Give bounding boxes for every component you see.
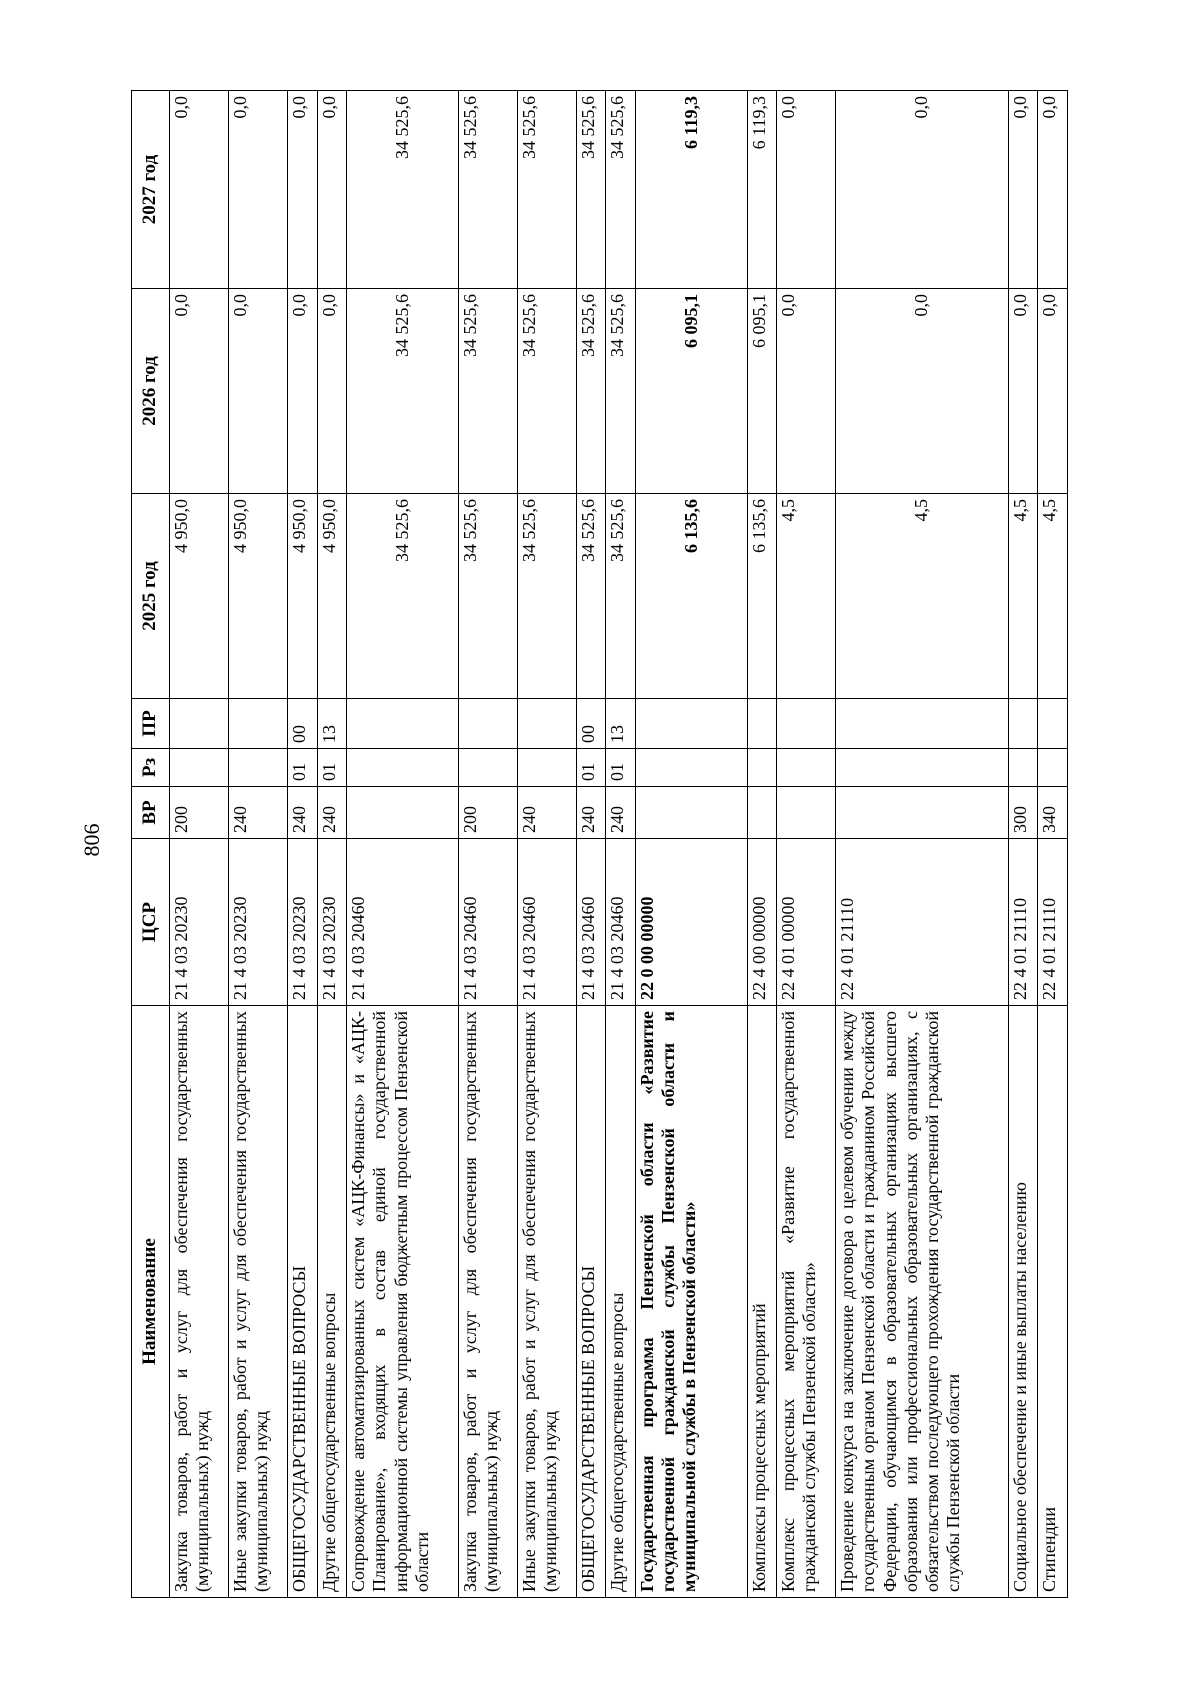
cell-2025: 4,5: [777, 494, 836, 699]
cell-vr: 340: [1038, 787, 1068, 839]
table-row: [347, 91, 459, 1598]
cell-rz: [747, 749, 777, 787]
cell-2026: 34 525,6: [517, 289, 576, 494]
cell-name: Другие общегосударственные вопросы: [317, 1006, 347, 1598]
cell-rz: 01: [288, 749, 318, 787]
cell-pr: [1008, 699, 1038, 749]
cell-csr: 21 4 03 20230: [229, 839, 288, 1006]
cell-csr: 21 4 03 20230: [288, 839, 318, 1006]
cell-name: Комплексы процессных мероприятий: [747, 1006, 777, 1598]
cell-2025: 4,5: [836, 494, 1009, 699]
cell-2027: 34 525,6: [576, 91, 606, 289]
table-row: [836, 91, 1009, 1598]
cell-2027: 34 525,6: [606, 91, 636, 289]
cell-pr: 00: [288, 699, 318, 749]
cell-rz: 01: [576, 749, 606, 787]
page-number: 806: [79, 823, 104, 857]
cell-rz: [836, 749, 1009, 787]
cell-name: Проведение конкурса на заключение договора о целевом обучении между государственным органом Пензенской области и гражданином Российской Федерации, обучающимся в образовательных организациях высшего образования или профессиональных образовательных организациях, с обязательством последующего прохождения государственной гражданской службы Пензенской области: [836, 1006, 1009, 1598]
table-row: [777, 91, 836, 1598]
cell-csr: 22 0 00 00000: [635, 839, 747, 1006]
cell-2027: 0,0: [229, 91, 288, 289]
cell-rz: [458, 749, 517, 787]
cell-csr: 22 4 01 00000: [777, 839, 836, 1006]
cell-2026: 0,0: [777, 289, 836, 494]
cell-2027: 0,0: [288, 91, 318, 289]
cell-2025: 34 525,6: [458, 494, 517, 699]
table-row: [606, 91, 636, 1598]
header-csr: ЦСР: [132, 839, 170, 1006]
budget-table-container: [131, 91, 1068, 1598]
cell-pr: [1038, 699, 1068, 749]
table-row: [229, 91, 288, 1598]
cell-vr: [747, 787, 777, 839]
cell-vr: 240: [317, 787, 347, 839]
cell-csr: 21 4 03 20460: [347, 839, 459, 1006]
cell-rz: [635, 749, 747, 787]
cell-rz: 01: [317, 749, 347, 787]
cell-2027: 0,0: [777, 91, 836, 289]
cell-csr: 22 4 01 21110: [1008, 839, 1038, 1006]
cell-vr: 240: [606, 787, 636, 839]
cell-2025: 34 525,6: [576, 494, 606, 699]
cell-pr: [747, 699, 777, 749]
table-row: [1038, 91, 1068, 1598]
header-pr: ПР: [132, 699, 170, 749]
table-row: [288, 91, 318, 1598]
table-row: [170, 91, 229, 1598]
cell-name: Комплекс процессных мероприятий «Развитие государственной гражданской службы Пензенской области»: [777, 1006, 836, 1598]
cell-2027: 6 119,3: [747, 91, 777, 289]
cell-pr: 00: [576, 699, 606, 749]
cell-2026: 0,0: [229, 289, 288, 494]
cell-pr: [347, 699, 459, 749]
cell-rz: [229, 749, 288, 787]
cell-2025: 6 135,6: [747, 494, 777, 699]
cell-name: Иные закупки товаров, работ и услуг для обеспечения государственных (муниципальных) нужд: [517, 1006, 576, 1598]
cell-vr: 240: [229, 787, 288, 839]
cell-rz: 01: [606, 749, 636, 787]
cell-name: Социальное обеспечение и иные выплаты населению: [1008, 1006, 1038, 1598]
cell-2026: 0,0: [1008, 289, 1038, 494]
cell-2027: 6 119,3: [635, 91, 747, 289]
cell-vr: 240: [288, 787, 318, 839]
cell-2026: 0,0: [288, 289, 318, 494]
table-header-row: [132, 91, 170, 1598]
cell-rz: [347, 749, 459, 787]
cell-name: Иные закупки товаров, работ и услуг для обеспечения государственных (муниципальных) нужд: [229, 1006, 288, 1598]
cell-2025: 4 950,0: [317, 494, 347, 699]
cell-vr: [635, 787, 747, 839]
cell-2025: 4,5: [1008, 494, 1038, 699]
cell-2027: 0,0: [836, 91, 1009, 289]
cell-csr: 21 4 03 20230: [317, 839, 347, 1006]
cell-csr: 22 4 00 00000: [747, 839, 777, 1006]
cell-vr: [347, 787, 459, 839]
header-name: Наименование: [132, 1006, 170, 1598]
cell-2025: 4 950,0: [170, 494, 229, 699]
cell-csr: 21 4 03 20460: [576, 839, 606, 1006]
table-row: [1008, 91, 1038, 1598]
cell-2027: 0,0: [1008, 91, 1038, 289]
cell-pr: [517, 699, 576, 749]
cell-vr: 200: [170, 787, 229, 839]
cell-2027: 34 525,6: [458, 91, 517, 289]
cell-name: ОБЩЕГОСУДАРСТВЕННЫЕ ВОПРОСЫ: [576, 1006, 606, 1598]
cell-csr: 21 4 03 20230: [170, 839, 229, 1006]
table-row: [458, 91, 517, 1598]
cell-rz: [1008, 749, 1038, 787]
cell-csr: 22 4 01 21110: [1038, 839, 1068, 1006]
table-row: [576, 91, 606, 1598]
cell-pr: [836, 699, 1009, 749]
cell-pr: [777, 699, 836, 749]
cell-2026: 0,0: [170, 289, 229, 494]
table-row: [317, 91, 347, 1598]
cell-name: Сопровождение автоматизированных систем «АЦК-Финансы» и «АЦК-Планирование», входящих в состав единой государственной информационной системы управления бюджетным процессом Пензенской области: [347, 1006, 459, 1598]
budget-table: [131, 90, 1068, 1598]
cell-2026: 34 525,6: [458, 289, 517, 494]
cell-vr: 240: [517, 787, 576, 839]
header-2025: 2025 год: [132, 494, 170, 699]
cell-name: Стипендии: [1038, 1006, 1068, 1598]
cell-name: Другие общегосударственные вопросы: [606, 1006, 636, 1598]
cell-2027: 34 525,6: [517, 91, 576, 289]
header-2027: 2027 год: [132, 91, 170, 289]
cell-rz: [517, 749, 576, 787]
cell-vr: 240: [576, 787, 606, 839]
cell-2025: 4 950,0: [229, 494, 288, 699]
cell-2026: 34 525,6: [347, 289, 459, 494]
cell-2027: 0,0: [1038, 91, 1068, 289]
cell-rz: [170, 749, 229, 787]
cell-2025: 34 525,6: [517, 494, 576, 699]
cell-pr: [458, 699, 517, 749]
cell-2025: 34 525,6: [606, 494, 636, 699]
cell-2025: 4 950,0: [288, 494, 318, 699]
table-row: [517, 91, 576, 1598]
cell-2027: 34 525,6: [347, 91, 459, 289]
cell-vr: 300: [1008, 787, 1038, 839]
cell-name: ОБЩЕГОСУДАРСТВЕННЫЕ ВОПРОСЫ: [288, 1006, 318, 1598]
cell-2026: 0,0: [836, 289, 1009, 494]
cell-pr: [170, 699, 229, 749]
header-vr: ВР: [132, 787, 170, 839]
cell-pr: [635, 699, 747, 749]
cell-csr: 21 4 03 20460: [517, 839, 576, 1006]
cell-2026: 6 095,1: [747, 289, 777, 494]
table-row: [747, 91, 777, 1598]
cell-vr: 200: [458, 787, 517, 839]
cell-csr: 21 4 03 20460: [458, 839, 517, 1006]
cell-2026: 0,0: [317, 289, 347, 494]
cell-2026: 34 525,6: [576, 289, 606, 494]
header-2026: 2026 год: [132, 289, 170, 494]
cell-rz: [777, 749, 836, 787]
cell-2026: 34 525,6: [606, 289, 636, 494]
header-rz: Рз: [132, 749, 170, 787]
cell-vr: [777, 787, 836, 839]
cell-rz: [1038, 749, 1068, 787]
table-row-program: [635, 91, 747, 1598]
cell-2027: 0,0: [317, 91, 347, 289]
cell-vr: [836, 787, 1009, 839]
cell-name: Закупка товаров, работ и услуг для обеспечения государственных (муниципальных) нужд: [458, 1006, 517, 1598]
cell-2025: 34 525,6: [347, 494, 459, 699]
cell-csr: 21 4 03 20460: [606, 839, 636, 1006]
cell-csr: 22 4 01 21110: [836, 839, 1009, 1006]
cell-2027: 0,0: [170, 91, 229, 289]
cell-2026: 6 095,1: [635, 289, 747, 494]
cell-2026: 0,0: [1038, 289, 1068, 494]
cell-pr: [229, 699, 288, 749]
cell-name: Государственная программа Пензенской области «Развитие государственной гражданской службы Пензенской области и муниципальной службы в Пензенской области»: [635, 1006, 747, 1598]
cell-pr: 13: [606, 699, 636, 749]
cell-2025: 4,5: [1038, 494, 1068, 699]
cell-name: Закупка товаров, работ и услуг для обеспечения государственных (муниципальных) нужд: [170, 1006, 229, 1598]
cell-2025: 6 135,6: [635, 494, 747, 699]
cell-pr: 13: [317, 699, 347, 749]
